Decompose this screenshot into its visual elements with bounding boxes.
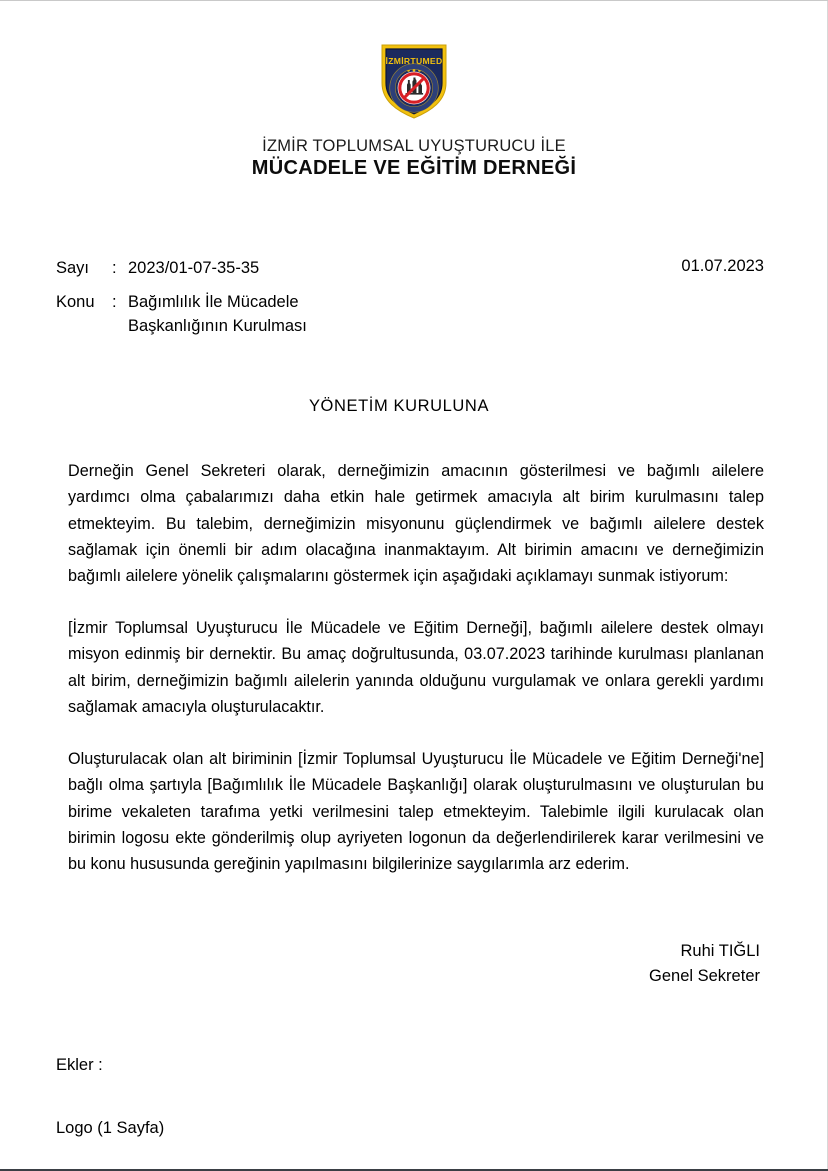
meta-rows [56, 257, 764, 339]
meta-row-konu [56, 291, 764, 339]
signature-block [0, 939, 828, 989]
sayi-colon: : [112, 259, 117, 278]
signature-role: Genel Sekreter [649, 967, 760, 986]
konu-value-line-2: Başkanlığının Kurulması [128, 316, 307, 335]
attachments-label: Ekler : [56, 1055, 103, 1074]
body-paragraph-2: [İzmir Toplumsal Uyuşturucu İle Mücadele ve Eğitim Derneği], bağımlı ailelere destek olmayı misyon edinmiş bir dernektir. Bu amaç doğrultusunda, 03.07.2023 tarihinde kurulması planlanan alt birim, derneğimizin bağımlı ailelerin yanında olduğunu vurgulamak ve onlara gerekli yardımı sağlamak amacıyla oluşturulacaktır. [68, 619, 764, 716]
body-paragraph-1: Derneğin Genel Sekreteri olarak, derneğimizin amacının gösterilmesi ve bağımlı ailelere yardımcı olma çabalarımızı daha etkin hale getirmek amacıyla alt birim kurulmasını talep etmekteyim. Bu talebim, derneğimizin misyonunu güçlendirmek ve bağımlı ailelere destek sağlamak için önemli bir adım olacağına inanmaktayım. Alt birimin amacını ve derneğimizin bağımlı ailelere yönelik çalışmalarını göstermek için aşağıdaki açıklamayı sunmak istiyorum: [68, 462, 764, 585]
organization-name [0, 137, 828, 181]
organization-name-line-2: MÜCADELE VE EĞİTİM DERNEĞİ [251, 157, 577, 180]
sayi-value: 2023/01-07-35-35 [128, 259, 260, 278]
document-title: YÖNETİM KURULUNA [308, 397, 490, 416]
konu-value-line-1: Bağımlılık İle Mücadele [128, 292, 299, 311]
konu-value [128, 291, 764, 339]
meta-row-sayi [56, 257, 764, 281]
logo-container [0, 39, 828, 121]
signature-name: Ruhi TIĞLI [680, 942, 760, 961]
konu-colon: : [112, 292, 117, 311]
attachment-item-1: Logo (1 Sayfa) [56, 1118, 165, 1137]
document-date: 01.07.2023 [681, 257, 764, 276]
konu-label: Konu [56, 292, 95, 311]
izmirtumed-shield-badge-icon [377, 39, 451, 121]
sayi-label: Sayı [56, 259, 90, 278]
document-body [0, 458, 828, 877]
body-paragraph-3: Oluşturulacak olan alt biriminin [İzmir Toplumsal Uyuşturucu İle Mücadele ve Eğitim Derneği'ne] bağlı olma şartıyla [Bağımlılık İle Mücadele Başkanlığı] olarak oluşturulmasını ve oluşturulan bu birime vekaleten tarafıma yetki verilmesini talep etmekteyim. Talebimle ilgili kurulacak olan birimin logosu ekte gönderilmiş olup ayriyeten logonun da değerlendirilerek karar verilmesini ve bu konu hususunda gereğinin yapılmasını bilgilerinize saygılarımla arz ederim. [68, 750, 764, 874]
attachments-block [0, 1053, 828, 1141]
letterhead [0, 1, 828, 181]
organization-name-line-1: İZMİR TOPLUMSAL UYUŞTURUCU İLE [262, 137, 566, 155]
document-meta [0, 257, 828, 341]
svg-text:İZMİRTUMED: İZMİRTUMED [385, 56, 443, 66]
